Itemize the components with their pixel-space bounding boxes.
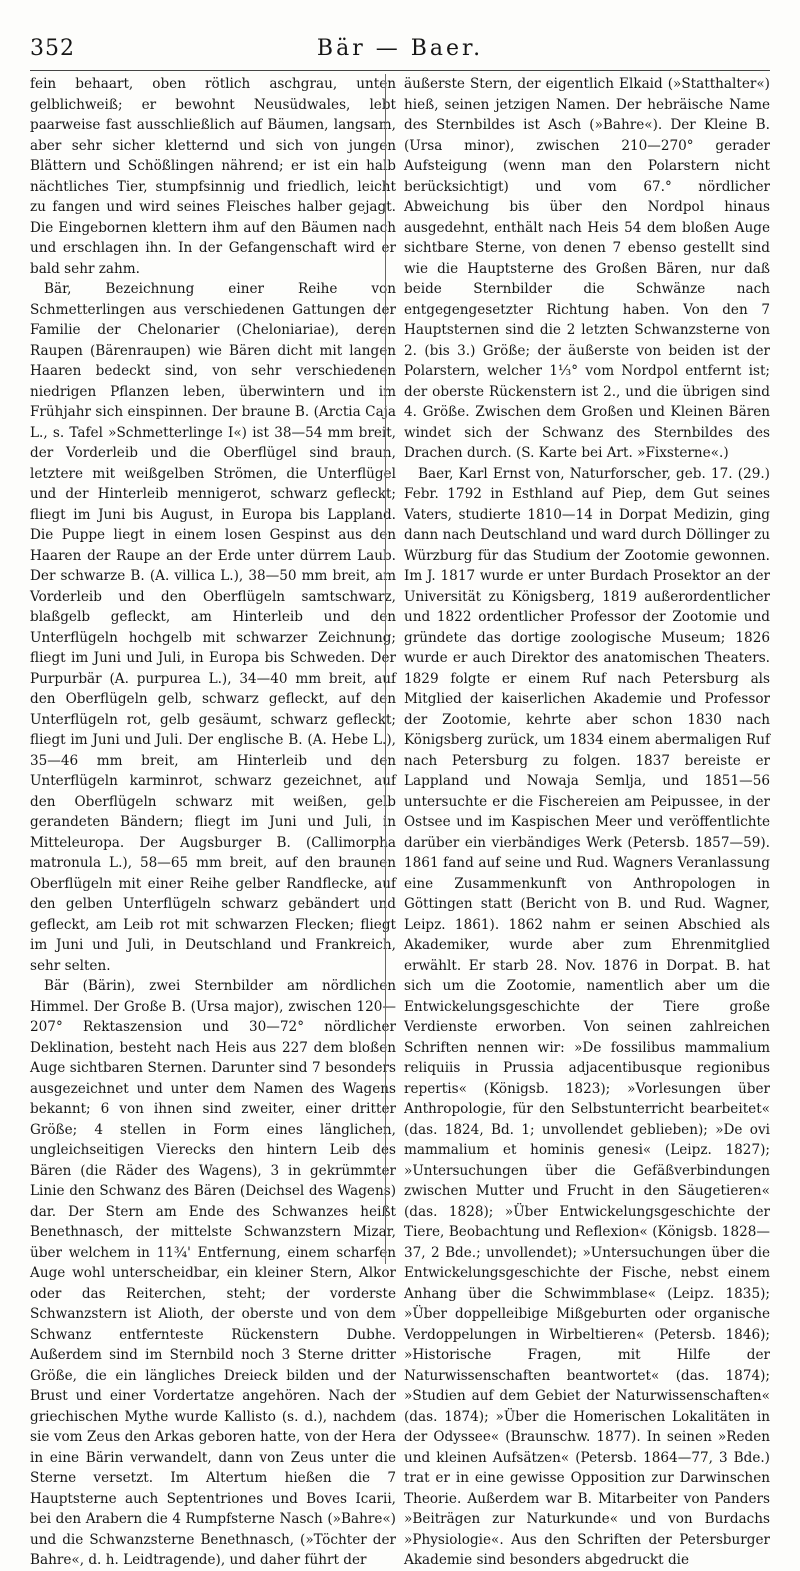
running-head: Bär — Baer. [316, 36, 484, 61]
entry-baer-sternbild: Bär (Bärin), zwei Sternbilder am nördlichen Himmel. Der Große B. (Ursa major), zwischen 120—207° Rektaszension und 30—72° nördlicher Deklination, besteht nach Heis aus 227 dem bloßen Auge sichtbaren Sternen. Darunter sind 7 besonders ausgezeichnet und unter dem Namen des Wagens bekannt; 6 von ihnen sind zweiter, einer dritter Größe; 4 stellen in Form eines länglichen, ungleichseitigen Vierecks den hintern Leib des Bären (die Räder des Wagens), 3 in gekrümmter Linie den Schwanz des Bären (Deichsel des Wagens) dar. Der Stern am Ende des Schwanzes heißt Benethnasch, der mittelste Schwanzstern Mizar, über welchem in 11¾' Entfernung, einem scharfen Auge wohl unterscheidbar, ein kleiner Stern, Alkor oder das Reiterchen, steht; der vorderste Schwanzstern ist Alioth, der oberste und von dem Schwanz entfernteste Rückenstern Dubhe. Außerdem sind im Sternbild noch 3 Sterne dritter Größe, die ein längliches Dreieck bilden und der Brust und einer Vordertatze angehören. Nach der griechischen Mythe wurde Kallisto (s. d.), nachdem sie vom Zeus den Arkas geboren hatte, von der Hera in eine Bärin verwandelt, dann von Zeus unter die Sterne versetzt. Im Altertum hießen die 7 Hauptsterne auch Septentriones und Boves Icarii, bei den Arabern die 4 Rumpfsterne Nasch (»Bahre«) und die Schwanzsterne Benethnasch, (»Töchter der Bahre«, d. h. Leidtragende), und daher führt der [30, 978, 396, 1568]
column-divider [385, 74, 386, 1264]
page-number: 352 [30, 36, 75, 61]
page-header [30, 36, 770, 66]
right-column [404, 74, 770, 1571]
entry-baer-schmetterling: Bär, Bezeichnung einer Reihe von Schmetterlingen aus verschiedenen Gattungen der Familie der Chelonarier (Cheloniariae), deren Raupen (Bärenraupen) wie Bären dicht mit langen Haaren bedeckt sind, von sehr verschiedenen niedrigen Pflanzen leben, überwintern und im Frühjahr sich einspinnen. Der braune B. (Arctia Caja L., s. Tafel »Schmetterlinge I«) ist 38—54 mm breit, der Vorderleib und die Oberflügel sind braun, letztere mit weißgelben Strömen, die Unterflügel und der Hinterleib mennigerot, schwarz gefleckt; fliegt im Juni bis August, in Europa bis Lappland. Die Puppe liegt in einem losen Gespinst aus den Haaren der Raupe an der Erde unter dürrem Laub. Der schwarze B. (A. villica L.), 38—50 mm breit, am Vorderleib und den Oberflügeln samtschwarz, blaßgelb gefleckt, am Hinterleib und den Unterflügeln hochgelb mit schwarzer Zeichnung; fliegt im Juni und Juli, in Europa bis Schweden. Der Purpurbär (A. purpurea L.), 34—40 mm breit, auf den Oberflügeln gelb, schwarz gefleckt, auf den Unterflügeln rot, gelb gesäumt, schwarz gefleckt; fliegt im Juni und Juli. Der englische B. (A. Hebe L.), 35—46 mm breit, am Hinterleib und den Unterflügeln karminrot, schwarz gezeichnet, auf den Oberflügeln schwarz mit weißen, gelb gerandeten Bändern; fliegt im Juni und Juli, in Mitteleuropa. Der Augsburger B. (Callimorpha matronula L.), 58—65 mm breit, auf den braunen Oberflügeln mit einer Reihe gelber Randflecke, auf den gelben Unterflügeln schwarz gebändert und gefleckt, am Leib rot mit schwarzen Flecken; fliegt im Juni und Juli, in Deutschland und Frankreich, sehr selten. [30, 281, 396, 974]
left-column [30, 74, 396, 1571]
entry-continuation-paragraph: fein behaart, oben rötlich aschgrau, unten gelblichweiß; er bewohnt Neusüdwales, lebt paarweise fast ausschließlich auf Bäumen, langsam, aber sehr sicher kletternd und sich von jungen Blättern und Schößlingen nährend; er ist ein halb nächtliches Tier, stumpfsinnig und friedlich, leicht zu fangen und wird seines Fleisches halber gejagt. Die Eingebornen klettern ihm auf den Bäumen nach und erschlagen ihn. In der Gefangenschaft wird er bald sehr zahm. [30, 76, 396, 277]
header-rule [30, 70, 770, 71]
entry-baer-karl-ernst: Baer, Karl Ernst von, Naturforscher, geb. 17. (29.) Febr. 1792 in Esthland auf Piep, dem Gut seines Vaters, studierte 1810—14 in Dorpat Medizin, ging dann nach Deutschland und ward durch Döllinger zu Würzburg für das Studium der Zootomie gewonnen. Im J. 1817 wurde er unter Burdach Prosektor an der Universität zu Königsberg, 1819 außerordentlicher und 1822 ordentlicher Professor der Zootomie und gründete das dortige zoologische Museum; 1826 wurde er auch Direktor des anatomischen Theaters. 1829 folgte er einem Ruf nach Petersburg als Mitglied der kaiserlichen Akademie und Professor der Zootomie, kehrte aber schon 1830 nach Königsberg zurück, um 1834 einem abermaligen Ruf nach Petersburg zu folgen. 1837 bereiste er Lappland und Nowaja Semlja, und 1851—56 untersuchte er die Fischereien am Peipussee, in der Ostsee und im Kaspischen Meer und veröffentlichte darüber ein vierbändiges Werk (Petersb. 1857—59). 1861 fand auf seine und Rud. Wagners Veranlassung eine Zusammenkunft von Anthropologen in Göttingen statt (Bericht von B. und Rud. Wagner, Leipz. 1861). 1862 nahm er seinen Abschied als Akademiker, wurde aber zum Ehrenmitglied erwählt. Er starb 28. Nov. 1876 in Dorpat. B. hat sich um die Zootomie, namentlich aber um die Entwickelungsgeschichte der Tiere große Verdienste erworben. Von seinen zahlreichen Schriften nennen wir: »De fossilibus mammalium reliquiis in Prussia adjacentibusque regionibus repertis« (Königsb. 1823); »Vorlesungen über Anthropologie, für den Selbstunterricht bearbeitet« (das. 1824, Bd. 1; unvollendet geblieben); »De ovi mammalium et hominis genesi« (Leipz. 1827); »Untersuchungen über die Gefäßverbindungen zwischen Mutter und Frucht in den Säugetieren« (das. 1828); »Über Entwickelungsgeschichte der Tiere, Beobachtung und Reflexion« (Königsb. 1828—37, 2 Bde.; unvollendet); »Untersuchungen über die Entwickelungsgeschichte der Fische, nebst einem Anhang über die Schwimmblase« (Leipz. 1835); »Über doppelleibige Mißgeburten oder organische Verdoppelungen in Wirbeltieren« (Petersb. 1846); »Historische Fragen, mit Hilfe der Naturwissenschaften beantwortet« (das. 1874); »Studien auf dem Gebiet der Naturwissenschaften« (das. 1874); »Über die Homerischen Lokalitäten in der Odyssee« (Braunschw. 1877). In seinen »Reden und kleinen Aufsätzen« (Petersb. 1864—77, 3 Bde.) trat er in eine gewisse Opposition zur Darwinschen Theorie. Außerdem war B. Mitarbeiter von Panders »Beiträgen zur Naturkunde« und von Burdachs »Physiologie«. Aus den Schriften der Petersburger Akademie sind besonders abgedruckt die [404, 465, 770, 1568]
entry-sternbild-continuation: äußerste Stern, der eigentlich Elkaid (»Statthalter«) hieß, seinen jetzigen Namen. Der hebräische Name des Sternbildes ist Asch (»Bahre«). Der Kleine B. (Ursa minor), zwischen 210—270° gerader Aufsteigung (wenn man den Polarstern nicht berücksichtigt) und vom 67.° nördlicher Abweichung bis über den Nordpol hinaus ausgedehnt, enthält nach Heis 54 dem bloßen Auge sichtbare Sterne, von denen 7 ebenso gestellt sind wie die Hauptsterne des Großen Bären, nur daß beide Sternbilder die Schwänze nach entgegengesetzter Richtung haben. Von den 7 Hauptsternen sind die 2 letzten Schwanzsterne von 2. (bis 3.) Größe; der äußerste von beiden ist der Polarstern, welcher 1⅓° vom Nordpol entfernt ist; der oberste Rückenstern ist 2., und die übrigen sind 4. Größe. Zwischen dem Großen und Kleinen Bären windet sich der Schwanz des Sternbildes des Drachen durch. (S. Karte bei Art. »Fixsterne«.) [404, 76, 770, 461]
